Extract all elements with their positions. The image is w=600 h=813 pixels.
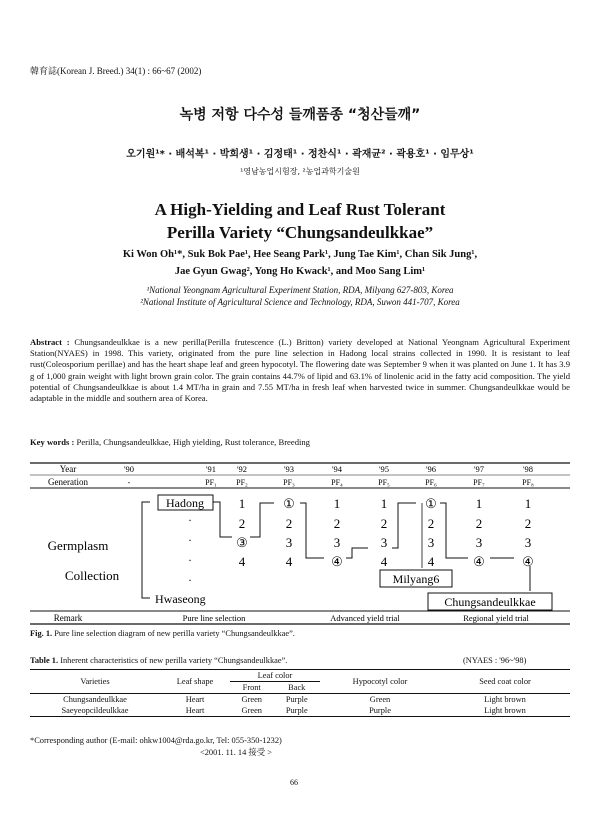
header-seed-coat-color: Seed coat color	[479, 677, 531, 686]
abstract	[30, 337, 570, 404]
generation-row-label: Generation	[48, 477, 88, 487]
header-front: Front	[242, 683, 261, 692]
cell: Heart	[185, 695, 205, 704]
selection-line-number: 4	[380, 554, 388, 569]
selection-line-number: 2	[524, 516, 532, 531]
selection-line-number: 2	[427, 516, 435, 531]
english-authors-line2: Jae Gyun Gwag², Yong Ho Kwack¹, and Moo Sang Lim¹	[174, 266, 426, 277]
keywords-text: Perilla, Chungsandeulkkae, High yielding, Rust tolerance, Breeding	[74, 437, 310, 447]
cell: Purple	[285, 695, 308, 704]
english-title	[0, 198, 600, 244]
abstract-text: Chungsandeulkkae is a new perilla(Perilla frutescence (L.) Britton) variety developed at National Yeongnam Agricultural Experiment Station(NYAES) in 1998. This variety, originated from the pure line selection in Hadong local strains collected in 1990. It is resistant to leaf rust(Coleosporium perillae) and has the heart shape leaf and green hypocotyl. The flowering date was September 9 when it was planted on June 1. It has 3.9 g of 1,000 grain weight with light brown grain color. The grain contains 44.7% of lipid and 63.1% of linolenic acid in the fatty acid composition. The yield potential of Chungsandeulkkae is about 1.4 MT/ha in grain and 7.55 MT/ha in fresh leaf when harvested twice in summer. Chungsandeulkkae would be adaptable in the middle and southern area of Korea.	[30, 337, 570, 404]
english-affiliation-2: ²National Institute of Agricultural Science and Technology, RDA, Suwon 441-707, Korea	[140, 297, 460, 307]
selection-line-number: 2	[238, 516, 246, 531]
generation-cell: PF₃	[283, 478, 295, 487]
cell: Green	[241, 706, 262, 715]
year-cell: '91	[205, 464, 217, 474]
selection-line-number: 3	[380, 535, 388, 550]
selection-line-number: 3	[475, 535, 483, 550]
selection-line-number: 4	[238, 554, 246, 569]
selection-line-number: ④	[473, 554, 485, 569]
selection-line-number: 1	[380, 496, 388, 511]
header-back: Back	[288, 683, 306, 692]
selection-line-number: 2	[475, 516, 483, 531]
selection-line-number: ①	[425, 496, 437, 511]
selection-line-number: 3	[285, 535, 293, 550]
header-leaf-shape: Leaf shape	[176, 677, 214, 686]
germplasm-label: Germplasm	[47, 538, 109, 553]
table-title-text: Inherent characteristics of new perilla variety “Chungsandeulkkae”.	[58, 656, 288, 665]
selection-line-number: ③	[236, 535, 248, 550]
generation-cell: PF₅	[378, 478, 390, 487]
ellipsis-dot: ·	[188, 513, 192, 527]
selection-line-number: 4	[427, 554, 435, 569]
english-authors-line1: Ki Won Oh¹*, Suk Bok Pae¹, Hee Seang Park¹, Jung Tae Kim¹, Chan Sik Jung¹,	[122, 249, 478, 260]
abstract-label: Abstract :	[30, 337, 70, 347]
selection-line-number: 3	[427, 535, 435, 550]
year-cell: '95	[378, 464, 390, 474]
remark-cell: Advanced yield trial	[330, 613, 400, 623]
ellipsis-dot: ·	[188, 553, 192, 567]
korean-title: 녹병 저항 다수성 들깨품종 “청산들깨”	[179, 107, 421, 123]
selection-line-number: 1	[238, 496, 246, 511]
korean-affiliation: ¹영남농업시험장, ²농업과학기술원	[240, 167, 360, 176]
generation-cell: PF₆	[425, 478, 437, 487]
table-note: (NYAES : '96~'98)	[463, 656, 527, 665]
ellipsis-dot: ·	[188, 573, 192, 587]
cell: Purple	[369, 706, 391, 715]
chungsandeulkkae-label: Chungsandeulkkae	[444, 595, 536, 609]
generation-cell: PF₁	[205, 478, 217, 487]
page-number: 66	[290, 778, 298, 787]
english-title-line2: Perilla Variety “Chungsandeulkkae”	[166, 223, 434, 242]
year-cell: '98	[522, 464, 534, 474]
selection-line-number: 3	[333, 535, 341, 550]
year-cell: '97	[473, 464, 485, 474]
selection-line-number: 3	[524, 535, 532, 550]
table-title	[30, 656, 287, 665]
figure-caption-label: Fig. 1.	[30, 629, 53, 638]
journal-citation: 韓育誌(Korean J. Breed.) 34(1) : 66~67 (2002)	[30, 66, 202, 76]
remark-row-label: Remark	[53, 613, 83, 623]
remark-cell: Regional yield trial	[463, 613, 529, 623]
cell: Light brown	[484, 695, 526, 704]
selection-line-number: 1	[333, 496, 341, 511]
table-row	[30, 694, 570, 706]
header-varieties: Varieties	[80, 677, 110, 686]
keywords	[30, 437, 570, 447]
english-authors	[0, 246, 600, 280]
cell: Green	[241, 695, 262, 704]
year-row-label: Year	[59, 464, 77, 474]
korean-authors: 오기원¹* · 배석복¹ · 박희생¹ · 김정태¹ · 정찬식¹ · 곽재균² · 곽용호¹ · 임무상¹	[126, 149, 474, 160]
selection-line-number: ①	[283, 496, 295, 511]
selection-line-number: ④	[331, 554, 343, 569]
english-affiliation-1: ¹National Yeongnam Agricultural Experiment Station, RDA, Milyang 627-803, Korea	[146, 285, 454, 295]
selection-line-number: ④	[522, 554, 534, 569]
generation-cell: -	[127, 478, 131, 487]
year-cell: '90	[123, 464, 135, 474]
generation-cell: PF₇	[473, 478, 485, 487]
cell: Green	[369, 695, 391, 704]
generation-cell: PF₈	[522, 478, 534, 487]
header-hypocotyl-color: Hypocotyl color	[352, 677, 408, 686]
year-cell: '93	[283, 464, 295, 474]
selection-line-number: 1	[475, 496, 483, 511]
cell: Saeyeopcildeulkkae	[61, 706, 129, 715]
figure-caption-text: Pure line selection diagram of new perilla variety “Chungsandeulkkae”.	[52, 629, 295, 638]
cell: Purple	[285, 706, 308, 715]
selection-line-number: 4	[285, 554, 293, 569]
table-title-label: Table 1.	[30, 656, 59, 665]
english-title-line1: A High-Yielding and Leaf Rust Tolerant	[154, 200, 446, 219]
year-cell: '94	[331, 464, 343, 474]
keywords-label: Key words :	[30, 437, 75, 447]
cell: Light brown	[484, 706, 526, 715]
selection-line-number: 2	[333, 516, 341, 531]
cell: Heart	[185, 706, 205, 715]
hadong-label: Hadong	[166, 496, 204, 510]
selection-line-number: 2	[285, 516, 293, 531]
received-date: <2001. 11. 14 接受 >	[200, 748, 272, 757]
pure-line-selection-diagram	[30, 462, 570, 627]
hwaseong-label: Hwaseong	[155, 592, 206, 606]
year-cell: '96	[425, 464, 437, 474]
milyang6-label: Milyang6	[392, 572, 440, 586]
generation-cell: PF₂	[236, 478, 248, 487]
english-affiliations	[0, 284, 600, 308]
cell: Chungsandeulkkae	[63, 695, 127, 704]
remark-cell: Pure line selection	[182, 613, 246, 623]
header-leaf-color: Leaf color	[230, 670, 320, 682]
characteristics-table	[30, 669, 570, 717]
collection-label: Collection	[64, 568, 120, 583]
selection-line-number: 2	[380, 516, 388, 531]
figure-caption	[30, 629, 295, 638]
selection-line-number: 1	[524, 496, 532, 511]
table-row	[30, 705, 570, 717]
corresponding-author-footnote: *Corresponding author (E-mail: ohkw1004@rda.go.kr, Tel: 055-350-1232)	[30, 736, 282, 745]
generation-cell: PF₄	[331, 478, 343, 487]
year-cell: '92	[236, 464, 248, 474]
ellipsis-dot: ·	[188, 533, 192, 547]
